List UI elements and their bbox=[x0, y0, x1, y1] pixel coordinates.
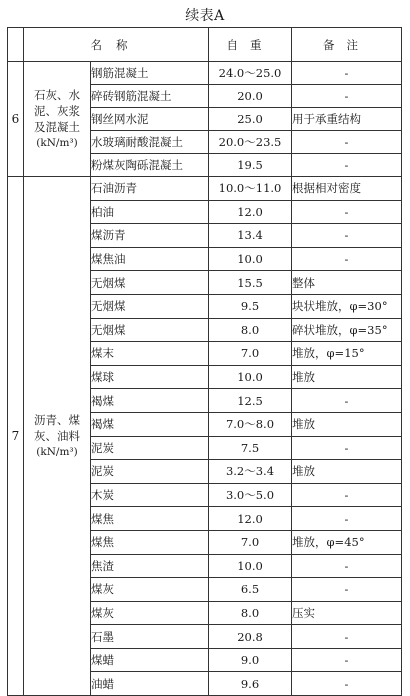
header-row bbox=[8, 28, 402, 62]
group-category bbox=[24, 62, 91, 177]
table-body bbox=[8, 62, 402, 696]
remark-text: 压实 bbox=[292, 601, 402, 625]
table-row bbox=[8, 177, 402, 201]
weight-value: 20.0～23.5 bbox=[209, 131, 292, 154]
remark-text: - bbox=[292, 131, 402, 154]
material-name: 煤灰 bbox=[91, 578, 209, 602]
material-name: 煤沥青 bbox=[91, 224, 209, 248]
remark-text: 根据相对密度 bbox=[292, 177, 402, 201]
weight-value: 13.4 bbox=[209, 224, 292, 248]
category-label: 石灰、水 泥、灰浆 及混凝土 bbox=[34, 88, 80, 134]
remark-text: - bbox=[292, 85, 402, 108]
weight-value: 10.0 bbox=[209, 554, 292, 578]
weight-value: 8.0 bbox=[209, 318, 292, 342]
material-name: 煤末 bbox=[91, 342, 209, 366]
material-name: 粉煤灰陶砾混凝土 bbox=[91, 154, 209, 177]
weight-value: 12.5 bbox=[209, 389, 292, 413]
category-unit: (kN/m³) bbox=[36, 137, 78, 149]
remark-text: - bbox=[292, 507, 402, 531]
weight-value: 7.0 bbox=[209, 342, 292, 366]
index-header bbox=[8, 28, 24, 62]
material-name: 无烟煤 bbox=[91, 294, 209, 318]
material-name: 褐煤 bbox=[91, 412, 209, 436]
remark-text: 用于承重结构 bbox=[292, 108, 402, 131]
material-name: 无烟煤 bbox=[91, 318, 209, 342]
material-name: 褐煤 bbox=[91, 389, 209, 413]
category-unit: (kN/m³) bbox=[36, 446, 78, 459]
group-category bbox=[24, 177, 91, 696]
remark-header: 备注 bbox=[292, 28, 402, 62]
material-name: 煤灰 bbox=[91, 601, 209, 625]
remark-text: - bbox=[292, 648, 402, 672]
weight-value: 10.0～11.0 bbox=[209, 177, 292, 201]
weight-value: 3.2～3.4 bbox=[209, 460, 292, 484]
weight-value: 7.5 bbox=[209, 436, 292, 460]
weight-value: 7.0 bbox=[209, 530, 292, 554]
remark-text: - bbox=[292, 483, 402, 507]
remark-text: - bbox=[292, 436, 402, 460]
remark-text: 堆放 bbox=[292, 365, 402, 389]
weight-value: 6.5 bbox=[209, 578, 292, 602]
weight-value: 19.5 bbox=[209, 154, 292, 177]
material-name: 水玻璃耐酸混凝土 bbox=[91, 131, 209, 154]
weight-value: 20.8 bbox=[209, 625, 292, 649]
weight-header: 自重 bbox=[209, 28, 292, 62]
material-name: 石油沥青 bbox=[91, 177, 209, 201]
weight-value: 12.0 bbox=[209, 200, 292, 224]
remark-text: - bbox=[292, 224, 402, 248]
material-name: 钢丝网水泥 bbox=[91, 108, 209, 131]
weight-value: 9.6 bbox=[209, 672, 292, 696]
material-name: 油蜡 bbox=[91, 672, 209, 696]
weight-value: 8.0 bbox=[209, 601, 292, 625]
remark-text: - bbox=[292, 672, 402, 696]
remark-text: 堆放 bbox=[292, 412, 402, 436]
remark-text: 整体 bbox=[292, 271, 402, 295]
weight-value: 9.0 bbox=[209, 648, 292, 672]
material-name: 石墨 bbox=[91, 625, 209, 649]
table-row bbox=[8, 62, 402, 85]
material-name: 柏油 bbox=[91, 200, 209, 224]
name-header: 名称 bbox=[24, 28, 209, 62]
material-name: 钢筋混凝土 bbox=[91, 62, 209, 85]
remark-text: - bbox=[292, 200, 402, 224]
weight-value: 10.0 bbox=[209, 247, 292, 271]
remark-text: - bbox=[292, 62, 402, 85]
remark-text: - bbox=[292, 554, 402, 578]
group-index: 6 bbox=[8, 62, 24, 177]
remark-text: - bbox=[292, 578, 402, 602]
material-name: 煤球 bbox=[91, 365, 209, 389]
weight-value: 20.0 bbox=[209, 85, 292, 108]
material-name: 煤焦 bbox=[91, 507, 209, 531]
material-name: 泥炭 bbox=[91, 460, 209, 484]
group-index: 7 bbox=[8, 177, 24, 696]
table-title: 续表A bbox=[185, 8, 225, 24]
material-name: 煤焦油 bbox=[91, 247, 209, 271]
remark-text: - bbox=[292, 625, 402, 649]
material-name: 泥炭 bbox=[91, 436, 209, 460]
weights-table bbox=[7, 27, 402, 696]
weight-value: 24.0～25.0 bbox=[209, 62, 292, 85]
category-label: 沥青、煤 灰、油料 bbox=[34, 413, 80, 444]
remark-text: 堆放，φ=15° bbox=[292, 342, 402, 366]
material-name: 木炭 bbox=[91, 483, 209, 507]
remark-text: 堆放 bbox=[292, 460, 402, 484]
weight-value: 15.5 bbox=[209, 271, 292, 295]
weight-value: 7.0～8.0 bbox=[209, 412, 292, 436]
material-name: 焦渣 bbox=[91, 554, 209, 578]
remark-text: - bbox=[292, 154, 402, 177]
remark-text: 堆放，φ=45° bbox=[292, 530, 402, 554]
remark-text: - bbox=[292, 389, 402, 413]
weight-value: 25.0 bbox=[209, 108, 292, 131]
material-name: 煤焦 bbox=[91, 530, 209, 554]
remark-text: - bbox=[292, 247, 402, 271]
weight-value: 12.0 bbox=[209, 507, 292, 531]
weight-value: 10.0 bbox=[209, 365, 292, 389]
material-name: 煤蜡 bbox=[91, 648, 209, 672]
weight-value: 9.5 bbox=[209, 294, 292, 318]
remark-text: 块状堆放，φ=30° bbox=[292, 294, 402, 318]
material-name: 无烟煤 bbox=[91, 271, 209, 295]
remark-text: 碎状堆放，φ=35° bbox=[292, 318, 402, 342]
weight-value: 3.0～5.0 bbox=[209, 483, 292, 507]
material-name: 碎砖钢筋混凝土 bbox=[91, 85, 209, 108]
